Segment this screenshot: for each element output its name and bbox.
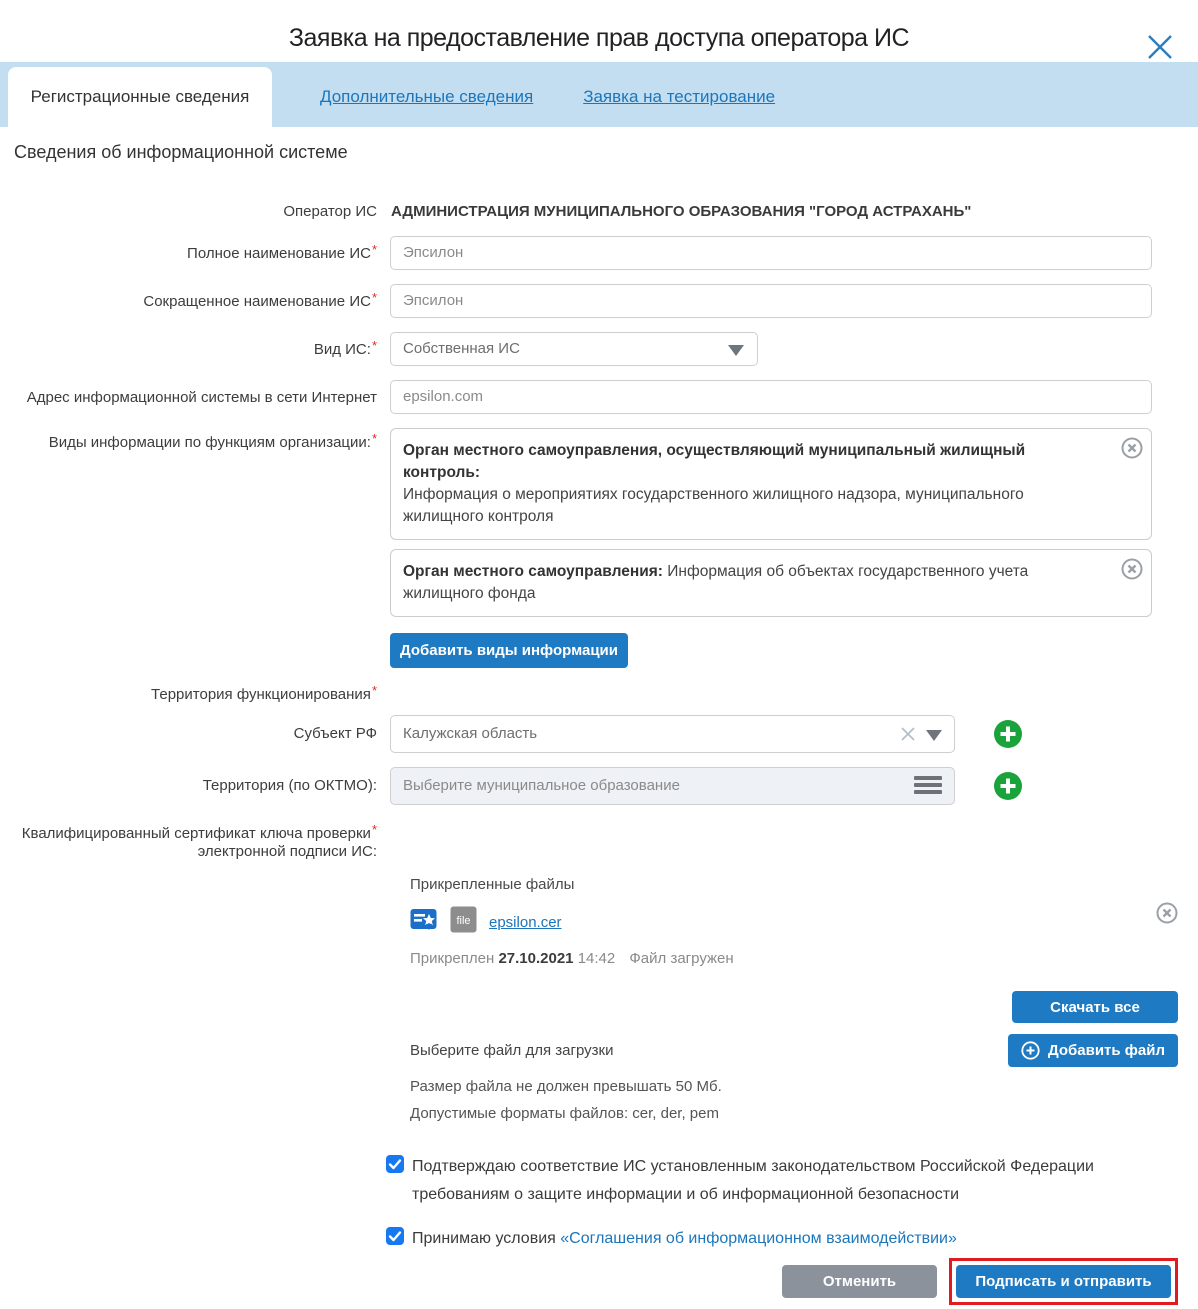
short-name-label: Сокращенное наименование ИС <box>143 292 371 310</box>
is-type-row <box>0 332 1198 366</box>
compliance-checkbox-row <box>386 1153 1186 1208</box>
attached-prefix: Прикреплен <box>410 950 495 967</box>
info-type-text: Информация об объектах государственного учета жилищного фонда <box>403 562 1029 602</box>
full-name-row <box>0 236 1198 270</box>
url-input[interactable]: epsilon.com <box>390 380 1152 414</box>
agreement-checkbox-label: Принимаю условия <box>412 1230 561 1248</box>
certificate-icon <box>410 908 437 937</box>
compliance-checkbox[interactable] <box>386 1155 404 1173</box>
oktmo-label: Территория (по ОКТМО): <box>202 776 377 794</box>
url-label: Адрес информационной системы в сети Интернет <box>26 388 377 406</box>
territory-row <box>0 682 1198 705</box>
is-type-select[interactable]: Собственная ИС <box>390 332 758 366</box>
menu-icon[interactable] <box>914 776 942 797</box>
remove-info-type-icon[interactable] <box>1121 558 1143 580</box>
subject-row <box>0 715 1198 753</box>
required-asterisk: * <box>371 682 377 698</box>
plus-circle-icon <box>1021 1041 1040 1060</box>
clear-icon[interactable] <box>898 724 918 744</box>
operator-value: АДМИНИСТРАЦИЯ МУНИЦИПАЛЬНОГО ОБРАЗОВАНИЯ "ГОРОД АСТРАХАНЬ" <box>391 203 972 221</box>
agreement-checkbox-row <box>386 1225 1186 1253</box>
operator-label: Оператор ИС <box>283 203 377 220</box>
info-type-item <box>390 428 1152 540</box>
attached-date: 27.10.2021 <box>498 950 574 967</box>
attached-file-link[interactable]: epsilon.cer <box>489 913 562 931</box>
required-asterisk: * <box>371 241 377 257</box>
tab-testing-request[interactable]: Заявка на тестирование <box>583 87 776 106</box>
file-row <box>410 906 1172 938</box>
files-block <box>403 876 1178 1125</box>
agreement-link[interactable]: «Соглашения об информационном взаимодействии» <box>560 1230 957 1248</box>
tab-bar <box>0 62 1198 127</box>
short-name-input[interactable]: Эпсилон <box>390 284 1152 318</box>
dialog-title: Заявка на предоставление прав доступа оператора ИС <box>288 24 910 52</box>
attached-files-title: Прикрепленные файлы <box>410 876 575 893</box>
short-name-row <box>0 284 1198 318</box>
required-asterisk: * <box>371 337 377 353</box>
required-asterisk: * <box>371 289 377 305</box>
annotation-highlight-box <box>949 1258 1178 1305</box>
is-type-label: Вид ИС: <box>313 340 371 358</box>
cancel-button[interactable]: Отменить <box>782 1265 937 1298</box>
oktmo-row <box>0 767 1198 805</box>
tab-additional-info[interactable]: Дополнительные сведения <box>320 87 534 106</box>
chevron-down-icon <box>926 730 942 741</box>
info-type-text: Информация о мероприятиях государственного жилищного надзора, муниципального жилищного контроля <box>403 485 1024 525</box>
agreement-checkbox[interactable] <box>386 1227 404 1245</box>
info-type-item <box>390 549 1152 617</box>
registration-form <box>0 203 1198 1253</box>
full-name-input[interactable]: Эпсилон <box>390 236 1152 270</box>
certificate-row <box>0 821 1198 863</box>
certificate-label-line1: Квалифицированный сертификат ключа проверки <box>21 824 371 842</box>
territory-label: Территория функционирования <box>151 685 371 703</box>
subject-label: Субъект РФ <box>293 724 377 742</box>
info-types-label: Виды информации по функциям организации: <box>48 433 371 451</box>
url-row <box>0 380 1198 414</box>
oktmo-select[interactable]: Выберите муниципальное образование <box>390 767 955 805</box>
sign-and-send-button[interactable]: Подписать и отправить <box>956 1265 1171 1298</box>
info-type-title: Орган местного самоуправления: <box>403 562 663 580</box>
certificate-label-line2: электронной подписи ИС: <box>197 843 377 861</box>
footer-actions <box>782 1258 1178 1305</box>
subject-select[interactable]: Калужская область <box>390 715 955 753</box>
info-type-title: Орган местного самоуправления, осуществляющий муниципальный жилищный контроль: <box>403 441 1026 481</box>
tab-registration-info[interactable]: Регистрационные сведения <box>8 67 272 127</box>
remove-info-type-icon[interactable] <box>1121 437 1143 459</box>
full-name-label: Полное наименование ИС <box>187 244 371 262</box>
file-size-hint: Размер файла не должен превышать 50 Мб. <box>410 1078 722 1095</box>
operator-row <box>0 203 1198 222</box>
section-title: Сведения об информационной системе <box>14 142 348 162</box>
choose-file-text: Выберите файл для загрузки <box>410 1042 614 1059</box>
chevron-down-icon <box>728 345 744 356</box>
add-subject-button[interactable] <box>993 719 1023 749</box>
required-asterisk: * <box>371 821 377 837</box>
remove-file-icon[interactable] <box>1156 902 1178 924</box>
attachment-meta <box>410 950 1178 967</box>
download-all-button[interactable]: Скачать все <box>1012 991 1178 1023</box>
required-asterisk: * <box>371 430 377 446</box>
file-icon <box>450 906 477 938</box>
file-format-hint: Допустимые форматы файлов: cer, der, pem <box>410 1104 719 1122</box>
compliance-checkbox-label: Подтверждаю соответствие ИС установленным законодательством Российской Федерации требованиям о защите информации и об информационной безопасности <box>412 1158 1094 1203</box>
add-file-button[interactable]: Добавить файл <box>1008 1034 1178 1067</box>
attached-time: 14:42 <box>577 950 616 967</box>
attached-status: Файл загружен <box>629 950 734 967</box>
close-icon[interactable] <box>1142 29 1178 65</box>
add-oktmo-button[interactable] <box>993 771 1023 801</box>
add-info-types-button[interactable]: Добавить виды информации <box>390 633 628 668</box>
info-types-row <box>0 428 1198 668</box>
svg-text:file: file <box>456 915 471 927</box>
